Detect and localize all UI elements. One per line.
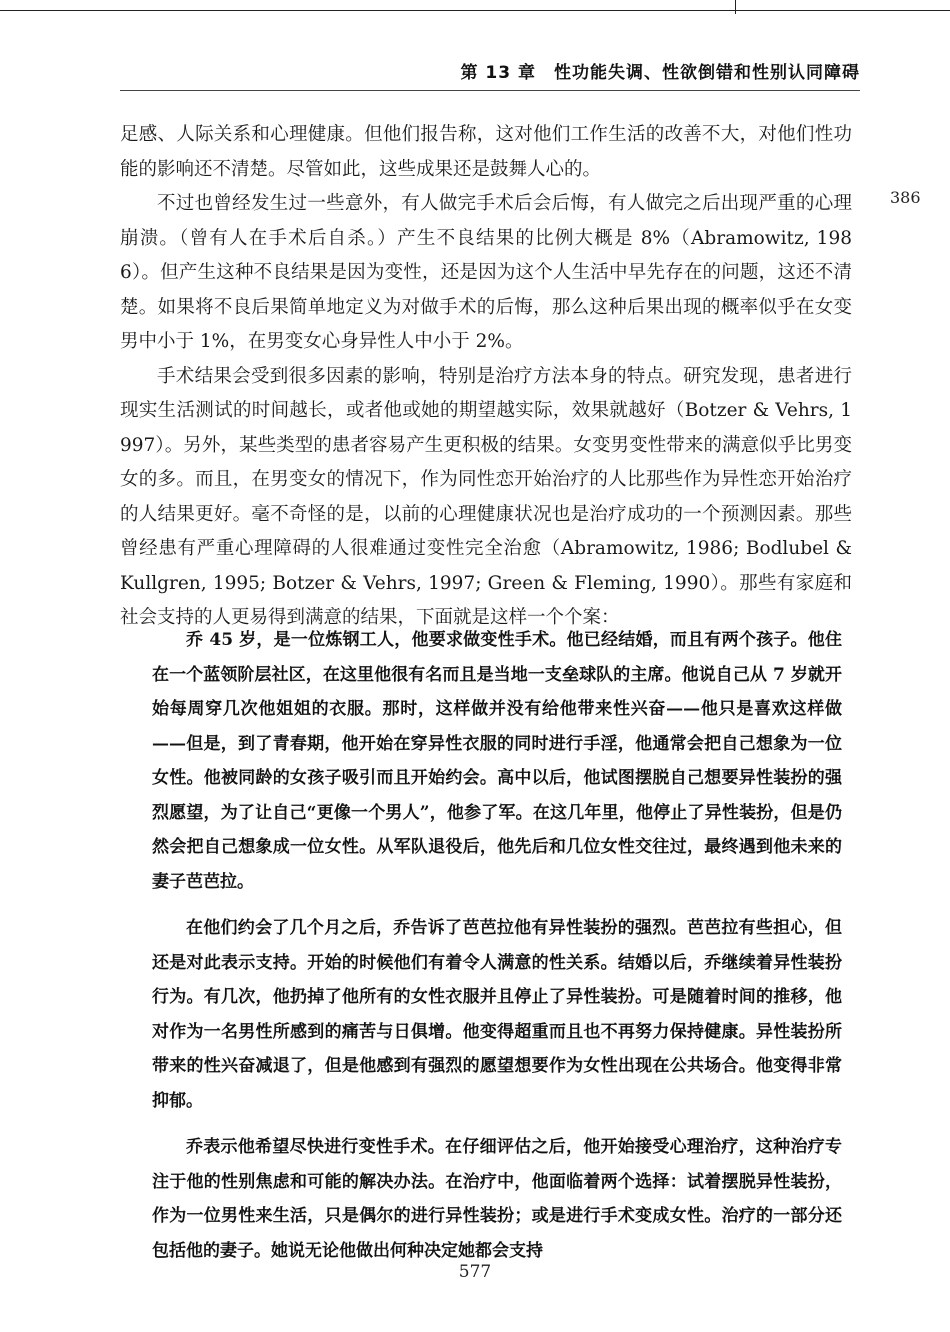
page-number: 577 bbox=[458, 1262, 492, 1282]
margin-page-reference: 386 bbox=[890, 188, 921, 207]
main-text bbox=[120, 118, 852, 636]
top-border-line bbox=[0, 10, 950, 11]
case-study-paragraph: 在他们约会了几个月之后，乔告诉了芭芭拉他有异性装扮的强烈。芭芭拉有些担心，但还是对此表示支持。开始的时候他们有着令人满意的性关系。结婚以后，乔继续着异性装扮行为。有几次，他扔掉了他所有的女性衣服并且停止了异性装扮。可是随着时间的推移，他对作为一名男性所感到的痛苦与日俱增。他变得超重而且也不再努力保持健康。异性装扮所带来的性兴奋减退了，但是他感到有强烈的愿望想要作为女性出现在公共场合。他变得非常抑郁。 bbox=[152, 918, 842, 1111]
running-head: 第 13 章 性功能失调、性欲倒错和性别认同障碍 bbox=[460, 63, 860, 83]
case-study-block bbox=[152, 623, 842, 1268]
case-study-paragraph: 乔 45 岁，是一位炼钢工人，他要求做变性手术。他已经结婚，而且有两个孩子。他住在一个蓝领阶层社区，在这里他很有名而且是当地一支垒球队的主席。他说自己从 7 岁就开始每周穿几次他姐姐的衣服。那时，这样做并没有给他带来性兴奋——他只是喜欢这样做——但是，到了青春期，他开始在穿异性衣服的同时进行手淫，他通常会把自己想象为一位女性。他被同龄的女孩子吸引而且开始约会。高中以后，他试图摆脱自己想要异性装扮的强烈愿望，为了让自己“更像一个男人”，他参了军。在这几年里，他停止了异性装扮，但是仍然会把自己想象成一位女性。从军队退役后，他先后和几位女性交往过，最终遇到他未来的妻子芭芭拉。 bbox=[152, 630, 842, 892]
top-border-tick bbox=[735, 0, 736, 14]
case-study-paragraph: 乔表示他希望尽快进行变性手术。在仔细评估之后，他开始接受心理治疗，这种治疗专注于他的性别焦虑和可能的解决办法。在治疗中，他面临着两个选择：试着摆脱异性装扮，作为一位男性来生活，只是偶尔的进行异性装扮；或是进行手术变成女性。治疗的一部分还包括他的妻子。她说无论他做出何种决定她都会支持 bbox=[152, 1137, 842, 1261]
paragraph: 不过也曾经发生过一些意外，有人做完手术后会后悔，有人做完之后出现严重的心理崩溃。（曾有人在手术后自杀。）产生不良结果的比例大概是 8%（Abramowitz, 1986）。但产生这种不良结果是因为变性，还是因为这个人生活中早先存在的问题，这还不清楚。如果将不良后果简单地定义为对做手术的后悔，那么这种后果出现的概率似乎在女变男中小于 1%，在男变女心身异性人中小于 2%。 bbox=[120, 193, 852, 352]
paragraph: 手术结果会受到很多因素的影响，特别是治疗方法本身的特点。研究发现，患者进行现实生活测试的时间越长，或者他或她的期望越实际，效果就越好（Botzer & Vehrs, 1997）。另外，某些类型的患者容易产生更积极的结果。女变男变性带来的满意似乎比男变女的多。而且，在男变女的情况下，作为同性恋开始治疗的人比那些作为异性恋开始治疗的人结果更好。毫不奇怪的是，以前的心理健康状况也是治疗成功的一个预测因素。那些曾经患有严重心理障碍的人很难通过变性完全治愈（Abramowitz, 1986; Bodlubel & Kullgren, 1995; Botzer & Vehrs, 1997; Green & Fleming, 1990）。那些有家庭和社会支持的人更易得到满意的结果，下面就是这样一个个案： bbox=[120, 365, 852, 628]
paragraph: 足感、人际关系和心理健康。但他们报告称，这对他们工作生活的改善不大，对他们性功能的影响还不清楚。尽管如此，这些成果还是鼓舞人心的。 bbox=[120, 124, 852, 180]
header-divider bbox=[120, 90, 860, 91]
